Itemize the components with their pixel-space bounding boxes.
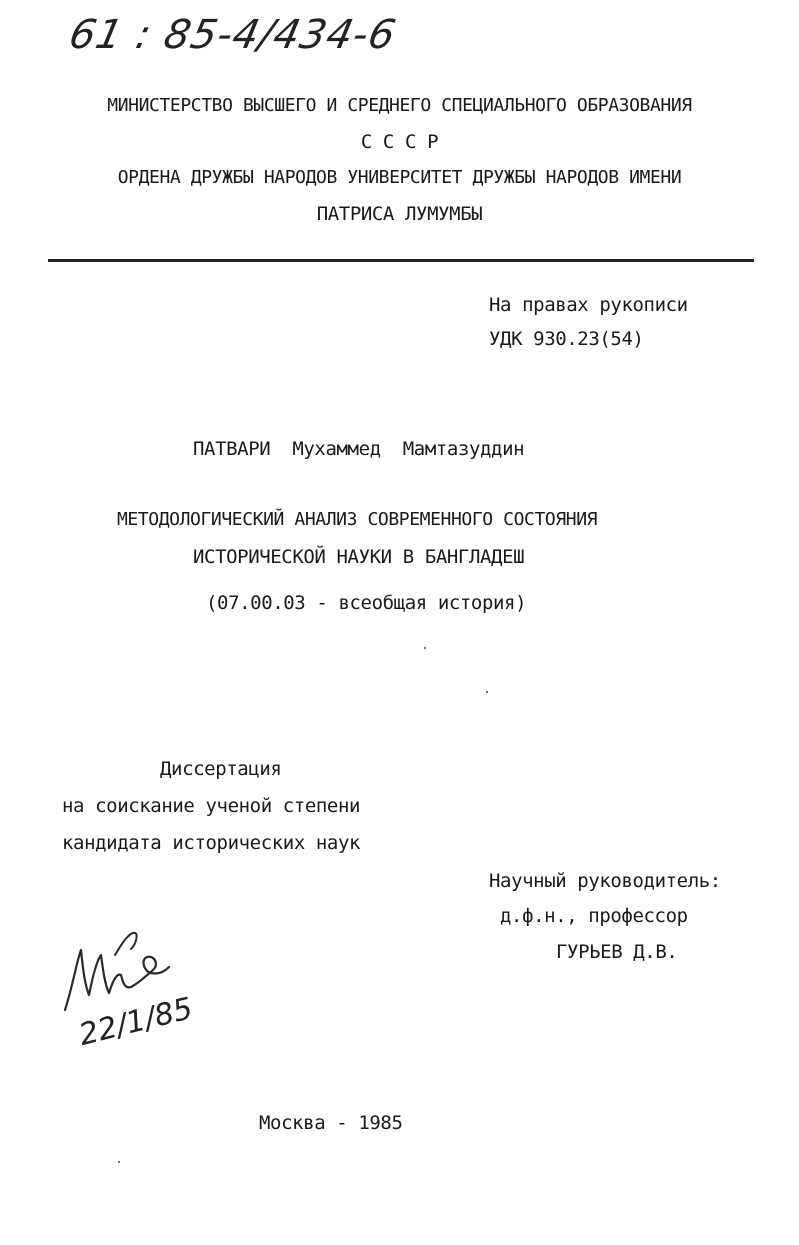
paper-speck <box>118 1161 120 1163</box>
degree-field: кандидата исторических наук <box>62 832 361 854</box>
supervisor-name: ГУРЬЕВ Д.В. <box>556 941 678 963</box>
header-country: С С С Р <box>360 131 439 153</box>
header-university-name: ПАТРИСА ЛУМУМБЫ <box>316 203 483 225</box>
header-ministry: МИНИСТЕРСТВО ВЫСШЕГО И СРЕДНЕГО СПЕЦИАЛЬНОГО ОБРАЗОВАНИЯ <box>107 95 692 116</box>
place-and-year: Москва - 1985 <box>259 1112 403 1134</box>
specialty-code: (07.00.03 - всеобщая история) <box>206 592 527 614</box>
dissertation-title-line1: МЕТОДОЛОГИЧЕСКИЙ АНАЛИЗ СОВРЕМЕННОГО СОСТОЯНИЯ <box>117 509 598 530</box>
paper-speck <box>424 647 426 649</box>
dissertation-title-line2: ИСТОРИЧЕСКОЙ НАУКИ В БАНГЛАДЕШ <box>193 546 525 568</box>
shelf-mark: 61 : 85-4/434-6 <box>65 12 401 58</box>
paper-speck <box>486 691 488 693</box>
dissertation-label: Диссертация <box>160 758 282 780</box>
header-university: ОРДЕНА ДРУЖБЫ НАРОДОВ УНИВЕРСИТЕТ ДРУЖБЫ НАРОДОВ ИМЕНИ <box>117 167 682 188</box>
header-divider <box>48 259 754 262</box>
handwritten-date: 22/1/85 <box>75 991 197 1053</box>
udc-code: УДК 930.23(54) <box>489 328 644 350</box>
supervisor-degree: д.ф.н., профессор <box>500 905 688 927</box>
author-name: ПАТВАРИ Мухаммед Мамтазуддин <box>193 438 525 460</box>
manuscript-rights: На правах рукописи <box>489 294 688 316</box>
supervisor-label: Научный руководитель: <box>489 870 721 892</box>
degree-sought: на соискание ученой степени <box>62 795 361 817</box>
